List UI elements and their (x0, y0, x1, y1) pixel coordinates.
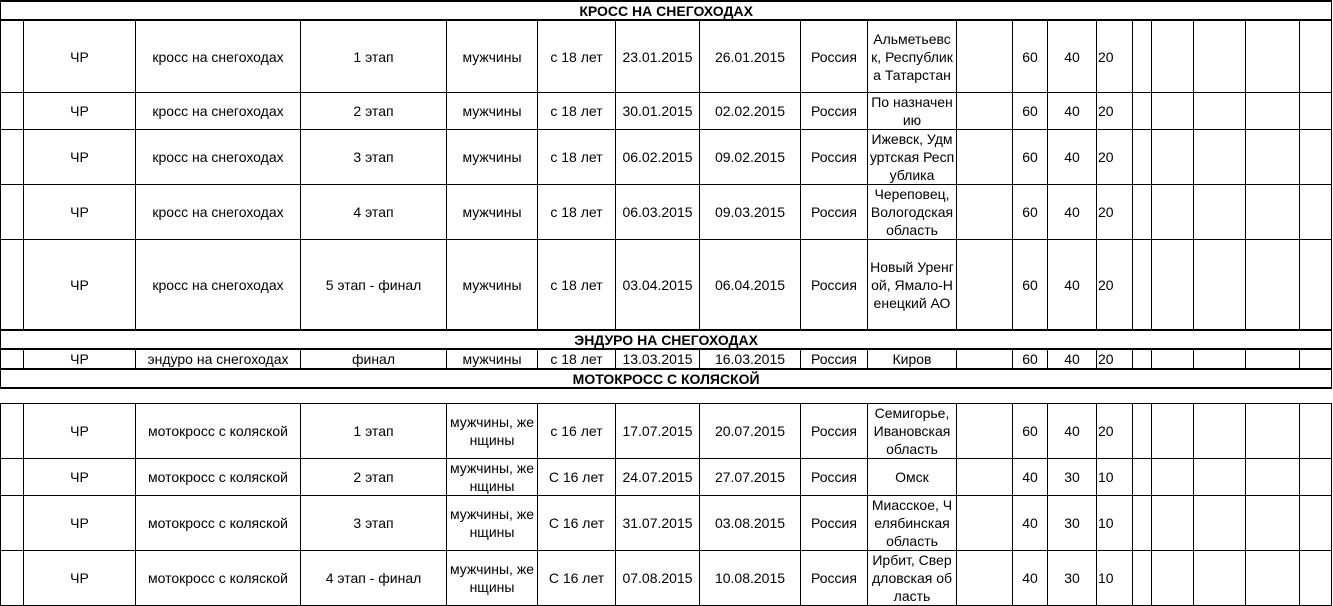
blank-cell (1, 240, 24, 331)
blank-cell (1246, 240, 1300, 331)
end-date-cell: 06.04.2015 (700, 240, 801, 331)
age-cell: с 18 лет (538, 93, 616, 130)
table-row (1, 93, 1332, 130)
blank-cell (1246, 130, 1300, 185)
blank-cell (1246, 93, 1300, 130)
place-cell: Омск (868, 459, 957, 496)
country-cell: Россия (801, 551, 868, 606)
place-cell: Альметьевск, Республика Татарстан (868, 20, 957, 93)
blank-cell (957, 240, 1013, 331)
stage-cell: 2 этап (301, 459, 447, 496)
value-cell-1: 40 (1013, 459, 1048, 496)
category-cell: ЧР (24, 130, 136, 185)
age-cell: с 16 лет (538, 404, 616, 459)
blank-cell (1152, 349, 1194, 369)
blank-cell (957, 551, 1013, 606)
value-cell-2: 40 (1048, 349, 1097, 369)
blank-cell (1300, 349, 1332, 369)
value-cell-3: 10 (1097, 551, 1133, 606)
blank-cell (1194, 459, 1246, 496)
country-cell: Россия (801, 496, 868, 551)
blank-cell (1246, 459, 1300, 496)
blank-cell (1152, 240, 1194, 331)
blank-cell (957, 459, 1013, 496)
blank-cell (1152, 20, 1194, 93)
table-row (1, 496, 1332, 551)
value-cell-3: 10 (1097, 496, 1133, 551)
blank-cell (1300, 551, 1332, 606)
value-cell-2: 40 (1048, 93, 1097, 130)
blank-cell (1133, 130, 1152, 185)
place-cell: Череповец, Вологодская область (868, 185, 957, 240)
age-cell: с 18 лет (538, 240, 616, 331)
stage-cell: 1 этап (301, 404, 447, 459)
value-cell-3: 20 (1097, 349, 1133, 369)
blank-cell (957, 404, 1013, 459)
value-cell-1: 60 (1013, 404, 1048, 459)
blank-cell (1, 459, 24, 496)
blank-cell (957, 93, 1013, 130)
section-header-row (1, 330, 1332, 349)
blank-cell (1246, 404, 1300, 459)
age-cell: С 16 лет (538, 496, 616, 551)
blank-cell (1133, 20, 1152, 93)
country-cell: Россия (801, 240, 868, 331)
blank-cell (1194, 240, 1246, 331)
blank-cell (957, 185, 1013, 240)
start-date-cell: 13.03.2015 (616, 349, 700, 369)
blank-cell (1300, 404, 1332, 459)
country-cell: Россия (801, 404, 868, 459)
discipline-cell: мотокросс с коляской (136, 404, 301, 459)
spacer-row (1, 388, 1332, 404)
blank-cell (1133, 240, 1152, 331)
age-cell: с 18 лет (538, 349, 616, 369)
blank-cell (1194, 130, 1246, 185)
stage-cell: 2 этап (301, 93, 447, 130)
country-cell: Россия (801, 459, 868, 496)
place-cell: Миасское, Челябинская область (868, 496, 957, 551)
blank-cell (1300, 459, 1332, 496)
blank-cell (1152, 551, 1194, 606)
discipline-cell: кросс на снегоходах (136, 20, 301, 93)
value-cell-2: 40 (1048, 130, 1097, 185)
blank-cell (1152, 93, 1194, 130)
blank-cell (1300, 185, 1332, 240)
discipline-cell: эндуро на снегоходах (136, 349, 301, 369)
value-cell-2: 40 (1048, 240, 1097, 331)
place-cell: Ижевск, Удмуртская Республика (868, 130, 957, 185)
table-row (1, 551, 1332, 606)
start-date-cell: 06.02.2015 (616, 130, 700, 185)
blank-cell (1300, 496, 1332, 551)
place-cell: Ирбит, Свердловская область (868, 551, 957, 606)
blank-cell (1, 185, 24, 240)
place-cell: Семигорье, Ивановская область (868, 404, 957, 459)
spacer-cell (1, 388, 1332, 404)
blank-cell (1133, 459, 1152, 496)
blank-cell (1152, 130, 1194, 185)
stage-cell: 1 этап (301, 20, 447, 93)
category-cell: ЧР (24, 93, 136, 130)
stage-cell: 4 этап (301, 185, 447, 240)
blank-cell (1133, 551, 1152, 606)
blank-cell (1152, 404, 1194, 459)
blank-cell (1246, 185, 1300, 240)
gender-cell: мужчины, женщины (447, 459, 538, 496)
blank-cell (1133, 349, 1152, 369)
value-cell-3: 20 (1097, 240, 1133, 331)
gender-cell: мужчины, женщины (447, 551, 538, 606)
blank-cell (1152, 496, 1194, 551)
blank-cell (1152, 185, 1194, 240)
age-cell: с 18 лет (538, 185, 616, 240)
blank-cell (1133, 185, 1152, 240)
stage-cell: 3 этап (301, 130, 447, 185)
blank-cell (1246, 551, 1300, 606)
gender-cell: мужчины (447, 130, 538, 185)
section-header-row (1, 369, 1332, 388)
end-date-cell: 03.08.2015 (700, 496, 801, 551)
stage-cell: 3 этап (301, 496, 447, 551)
start-date-cell: 24.07.2015 (616, 459, 700, 496)
start-date-cell: 17.07.2015 (616, 404, 700, 459)
blank-cell (1194, 93, 1246, 130)
start-date-cell: 30.01.2015 (616, 93, 700, 130)
place-cell: Новый Уренгой, Ямало-Ненецкий АО (868, 240, 957, 331)
stage-cell: 4 этап - финал (301, 551, 447, 606)
table-row (1, 130, 1332, 185)
value-cell-1: 60 (1013, 93, 1048, 130)
blank-cell (1133, 496, 1152, 551)
end-date-cell: 26.01.2015 (700, 20, 801, 93)
end-date-cell: 20.07.2015 (700, 404, 801, 459)
value-cell-1: 40 (1013, 496, 1048, 551)
discipline-cell: кросс на снегоходах (136, 130, 301, 185)
category-cell: ЧР (24, 551, 136, 606)
blank-cell (957, 20, 1013, 93)
end-date-cell: 02.02.2015 (700, 93, 801, 130)
end-date-cell: 10.08.2015 (700, 551, 801, 606)
blank-cell (1194, 20, 1246, 93)
gender-cell: мужчины (447, 349, 538, 369)
blank-cell (1246, 20, 1300, 93)
blank-cell (1300, 240, 1332, 331)
value-cell-3: 20 (1097, 93, 1133, 130)
blank-cell (1133, 404, 1152, 459)
table-row (1, 185, 1332, 240)
stage-cell: финал (301, 349, 447, 369)
blank-cell (1300, 93, 1332, 130)
section-header-row (1, 1, 1332, 20)
gender-cell: мужчины (447, 240, 538, 331)
blank-cell (1194, 551, 1246, 606)
blank-cell (1, 404, 24, 459)
value-cell-3: 20 (1097, 185, 1133, 240)
country-cell: Россия (801, 185, 868, 240)
end-date-cell: 16.03.2015 (700, 349, 801, 369)
start-date-cell: 03.04.2015 (616, 240, 700, 331)
stage-cell: 5 этап - финал (301, 240, 447, 331)
discipline-cell: мотокросс с коляской (136, 496, 301, 551)
value-cell-3: 20 (1097, 20, 1133, 93)
blank-cell (1246, 496, 1300, 551)
country-cell: Россия (801, 20, 868, 93)
place-cell: Киров (868, 349, 957, 369)
table-row (1, 240, 1332, 331)
category-cell: ЧР (24, 20, 136, 93)
blank-cell (957, 130, 1013, 185)
blank-cell (1300, 130, 1332, 185)
blank-cell (1, 130, 24, 185)
value-cell-2: 40 (1048, 185, 1097, 240)
blank-cell (1, 349, 24, 369)
age-cell: с 18 лет (538, 130, 616, 185)
value-cell-3: 20 (1097, 404, 1133, 459)
category-cell: ЧР (24, 240, 136, 331)
blank-cell (957, 496, 1013, 551)
section-title: МОТОКРОСС С КОЛЯСКОЙ (1, 369, 1332, 388)
blank-cell (1, 93, 24, 130)
value-cell-2: 30 (1048, 459, 1097, 496)
blank-cell (1133, 93, 1152, 130)
age-cell: с 18 лет (538, 20, 616, 93)
blank-cell (1194, 496, 1246, 551)
blank-cell (1194, 349, 1246, 369)
value-cell-3: 20 (1097, 130, 1133, 185)
value-cell-1: 60 (1013, 185, 1048, 240)
value-cell-2: 30 (1048, 496, 1097, 551)
blank-cell (1152, 459, 1194, 496)
blank-cell (957, 349, 1013, 369)
age-cell: С 16 лет (538, 459, 616, 496)
category-cell: ЧР (24, 459, 136, 496)
blank-cell (1300, 20, 1332, 93)
table-row (1, 20, 1332, 93)
section-title: ЭНДУРО НА СНЕГОХОДАХ (1, 330, 1332, 349)
value-cell-1: 60 (1013, 349, 1048, 369)
blank-cell (1194, 404, 1246, 459)
discipline-cell: мотокросс с коляской (136, 459, 301, 496)
blank-cell (1246, 349, 1300, 369)
start-date-cell: 31.07.2015 (616, 496, 700, 551)
gender-cell: мужчины (447, 185, 538, 240)
category-cell: ЧР (24, 404, 136, 459)
country-cell: Россия (801, 130, 868, 185)
end-date-cell: 09.02.2015 (700, 130, 801, 185)
gender-cell: мужчины (447, 20, 538, 93)
start-date-cell: 07.08.2015 (616, 551, 700, 606)
place-cell: По назначению (868, 93, 957, 130)
value-cell-1: 60 (1013, 240, 1048, 331)
country-cell: Россия (801, 93, 868, 130)
start-date-cell: 23.01.2015 (616, 20, 700, 93)
table-row (1, 404, 1332, 459)
table-row (1, 349, 1332, 369)
end-date-cell: 27.07.2015 (700, 459, 801, 496)
value-cell-1: 60 (1013, 130, 1048, 185)
table-row (1, 459, 1332, 496)
blank-cell (1, 496, 24, 551)
discipline-cell: мотокросс с коляской (136, 551, 301, 606)
gender-cell: мужчины, женщины (447, 496, 538, 551)
country-cell: Россия (801, 349, 868, 369)
blank-cell (1194, 185, 1246, 240)
start-date-cell: 06.03.2015 (616, 185, 700, 240)
discipline-cell: кросс на снегоходах (136, 185, 301, 240)
discipline-cell: кросс на снегоходах (136, 93, 301, 130)
age-cell: С 16 лет (538, 551, 616, 606)
value-cell-1: 40 (1013, 551, 1048, 606)
gender-cell: мужчины (447, 93, 538, 130)
category-cell: ЧР (24, 349, 136, 369)
category-cell: ЧР (24, 496, 136, 551)
value-cell-1: 60 (1013, 20, 1048, 93)
value-cell-3: 10 (1097, 459, 1133, 496)
value-cell-2: 30 (1048, 551, 1097, 606)
gender-cell: мужчины, женщины (447, 404, 538, 459)
section-title: КРОСС НА СНЕГОХОДАХ (1, 1, 1332, 20)
value-cell-2: 40 (1048, 404, 1097, 459)
blank-cell (1, 551, 24, 606)
value-cell-2: 40 (1048, 20, 1097, 93)
blank-cell (1, 20, 24, 93)
discipline-cell: кросс на снегоходах (136, 240, 301, 331)
end-date-cell: 09.03.2015 (700, 185, 801, 240)
category-cell: ЧР (24, 185, 136, 240)
